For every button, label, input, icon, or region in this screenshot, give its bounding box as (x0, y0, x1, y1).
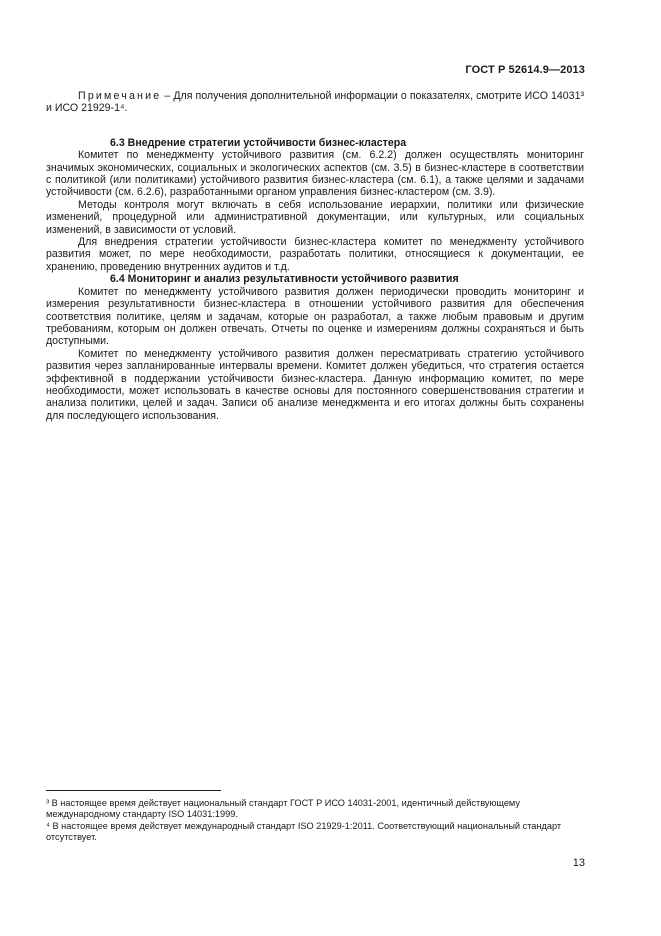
page-number: 13 (572, 857, 585, 869)
note-label: Примечание (78, 90, 162, 102)
section-6-4-paragraph: Комитет по менеджменту устойчивого развития должен пересматривать стратегию устойчивого развития через запланированные интервалы времени. Комитет должен убедиться, что стратегия остается эффективной в поддержании устойчивости бизнес-кластера. Данную информацию комитет, по мере необходимости, может использовать в качестве основы для постоянного совершенствования стратегии и анализа политики, целей и задач. Записи об анализе менеджмента и его итогах должны быть сохранены для последующего использования. (46, 347, 584, 422)
footnote-4: ⁴ В настоящее время действует международный стандарт ISO 21929-1:2011. Соответствующий национальный стандарт отсутствует. (46, 820, 562, 842)
footnote-divider (46, 790, 221, 791)
section-6-3-paragraph: Для внедрения стратегии устойчивости бизнес-кластера комитет по менеджменту устойчивого развития может, по мере необходимости, разработать политики, относящиеся к документации, ее хранению, проведению внутренних аудитов и т.д. (46, 236, 584, 273)
main-content (46, 90, 584, 422)
footnote-3: ³ В настоящее время действует национальный стандарт ГОСТ Р ИСО 14031-2001, идентичный действующему международному стандарту ISO 14031:1999. (46, 798, 520, 820)
document-id-header: ГОСТ Р 52614.9—2013 (465, 64, 585, 76)
section-6-3-paragraph: Методы контроля могут включать в себя использование иерархии, политики или физические изменений, процедурной или административной документации, или культурных, или социальных изменений, в зависимости от условий. (46, 198, 584, 236)
note-text: – Для получения дополнительной информации о показателях, смотрите ИСО 14031³ и ИСО 21929-1⁴. (46, 90, 584, 115)
note-paragraph (46, 90, 584, 115)
section-6-3-paragraph: Комитет по менеджменту устойчивого развития (см. 6.2.2) должен осуществлять мониторинг значимых экономических, социальных и экологических аспектов (см. 3.5) в бизнес-кластере в соответствии с политикой (или политиками) устойчивого развития бизнес-кластера (см. 6.1), а также целями и задачами устойчивости (см. 6.2.6), разработанными органом управления бизнес-кластером (см. 3.9). (46, 149, 584, 199)
section-6-3-heading: 6.3 Внедрение стратегии устойчивости бизнес-кластера (110, 136, 407, 149)
footnotes (46, 798, 586, 843)
section-6-4-heading: 6.4 Мониторинг и анализ результативности устойчивого развития (110, 273, 459, 286)
section-6-4-paragraph: Комитет по менеджменту устойчивого развития должен периодически проводить мониторинг и измерения результативности бизнес-кластера в отношении устойчивого развития для обеспечения соответствия политике, целям и задачам, которые он разработал, а также любым правовым и другим требованиям, которым он должен отвечать. Отчеты по оценке и измерениям должны сохраняться и быть доступными. (46, 285, 584, 348)
